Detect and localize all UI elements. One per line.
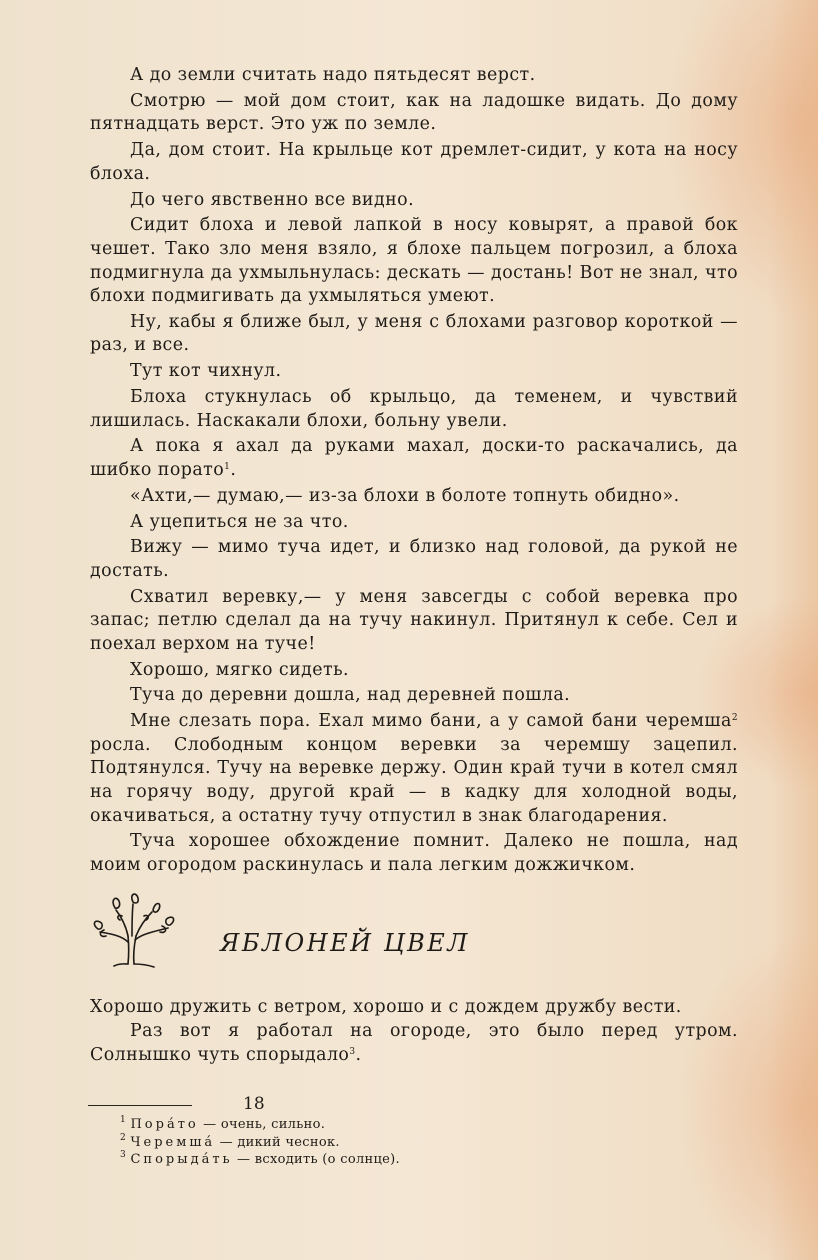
paragraph: Блоха стукнулась об крыльцо, да теменем, и чувствий лишилась. Наскакали блохи, больну увели. (90, 387, 738, 431)
footnote (120, 1116, 738, 1134)
footnote-term: Черемшá (130, 1134, 216, 1150)
story-ending (90, 64, 738, 878)
paragraph-text-after: . (355, 1044, 362, 1065)
paragraph-text: Раз вот я работал на огороде, это было перед утром. Солнышко чуть спорыдало (90, 1021, 738, 1065)
footnote-ref: 2 (731, 713, 738, 724)
paragraph-text: А пока я ахал да руками махал, доски-то раскачались, да шибко порато (90, 436, 738, 480)
paragraph: До чего явственно все видно. (130, 189, 415, 210)
footnote (120, 1151, 738, 1169)
paragraph-text: Мне слезать пора. Ехал мимо бани, а у самой бани черемша (130, 711, 732, 732)
paragraph: Тут кот чихнул. (130, 361, 282, 382)
paragraph-text-after: росла. Слободным концом веревки за черемшу зацепил. Подтянулся. Тучу на веревке держу. Один край тучи в котел смял на горячу воду, другой край — в кадку для холодной воды, окачиваться, а остатну тучу отпустил в знак благодарения. (90, 734, 738, 826)
footnote-definition: — всходить (о солнце). (232, 1152, 400, 1168)
footnote-number: 3 (120, 1150, 127, 1161)
footnote-ref: 3 (349, 1046, 356, 1057)
footnote-ref: 1 (224, 462, 231, 472)
page-number: 18 (243, 1094, 265, 1114)
story-heading (90, 890, 738, 986)
paragraph: Хорошо, мягко сидеть. (130, 659, 350, 680)
footnote-term: Порáто (130, 1117, 199, 1133)
paragraph: Схватил веревку,— у меня завсегды с собой веревка про запас; петлю сделал да на тучу накинул. Притянул к себе. Сел и поехал верхом на туче! (90, 586, 738, 654)
footnote-definition: — дикий чеснок. (215, 1134, 340, 1150)
paragraph: А до земли считать надо пятьдесят верст. (130, 65, 536, 85)
story-title: ЯБЛОНЕЙ ЦВЕЛ (220, 928, 470, 957)
page-text (90, 64, 738, 1169)
footnotes (90, 1116, 738, 1169)
paragraph: Туча до деревни дошла, над деревней пошла. (130, 685, 571, 706)
footnote-divider (88, 1105, 192, 1106)
paragraph: Туча хорошее обхождение помнит. Далеко не пошла, над моим огородом раскинулась и пала легким дожжичком. (90, 831, 738, 875)
paragraph: Да, дом стоит. На крыльце кот дремлет-сидит, у кота на носу блоха. (90, 140, 738, 184)
footnote (120, 1134, 738, 1152)
footnote-term: Спорыдáть (130, 1152, 233, 1168)
paragraph: «Ахти,— думаю,— из-за блохи в болоте топнуть обидно». (130, 485, 680, 506)
footnote-number: 1 (120, 1115, 127, 1126)
paragraph: Сидит блоха и левой лапкой в носу ковырят, а правой бок чешет. Тако зло меня взяло, я блохе пальцем погрозил, а блоха подмигнула да ухмыльнулась: дескать — достань! Вот не знал, что блохи подмигивать да ухмыляться умеют. (90, 215, 738, 307)
paragraph: Вижу — мимо туча идет, и близко над головой, да рукой не достать. (90, 537, 738, 581)
paragraph (90, 435, 738, 482)
footnote-number: 2 (120, 1132, 127, 1143)
paragraph: Ну, кабы я ближе был, у меня с блохами разговор короткой — раз, и все. (90, 311, 738, 356)
story-beginning (90, 996, 738, 1068)
paragraph: А уцепиться не за что. (130, 511, 349, 532)
footnote-definition: — очень, сильно. (198, 1117, 326, 1133)
paragraph: Хорошо дружить с ветром, хорошо и с дождем дружбу вести. (90, 996, 682, 1017)
paragraph (90, 1020, 738, 1067)
paragraph: Смотрю — мой дом стоит, как на ладошке видать. До дому пятнадцать верст. Это уж по земле. (90, 90, 738, 135)
tree-vignette-icon (88, 892, 180, 972)
paragraph (90, 710, 738, 828)
paragraph-text-after: . (230, 460, 237, 480)
